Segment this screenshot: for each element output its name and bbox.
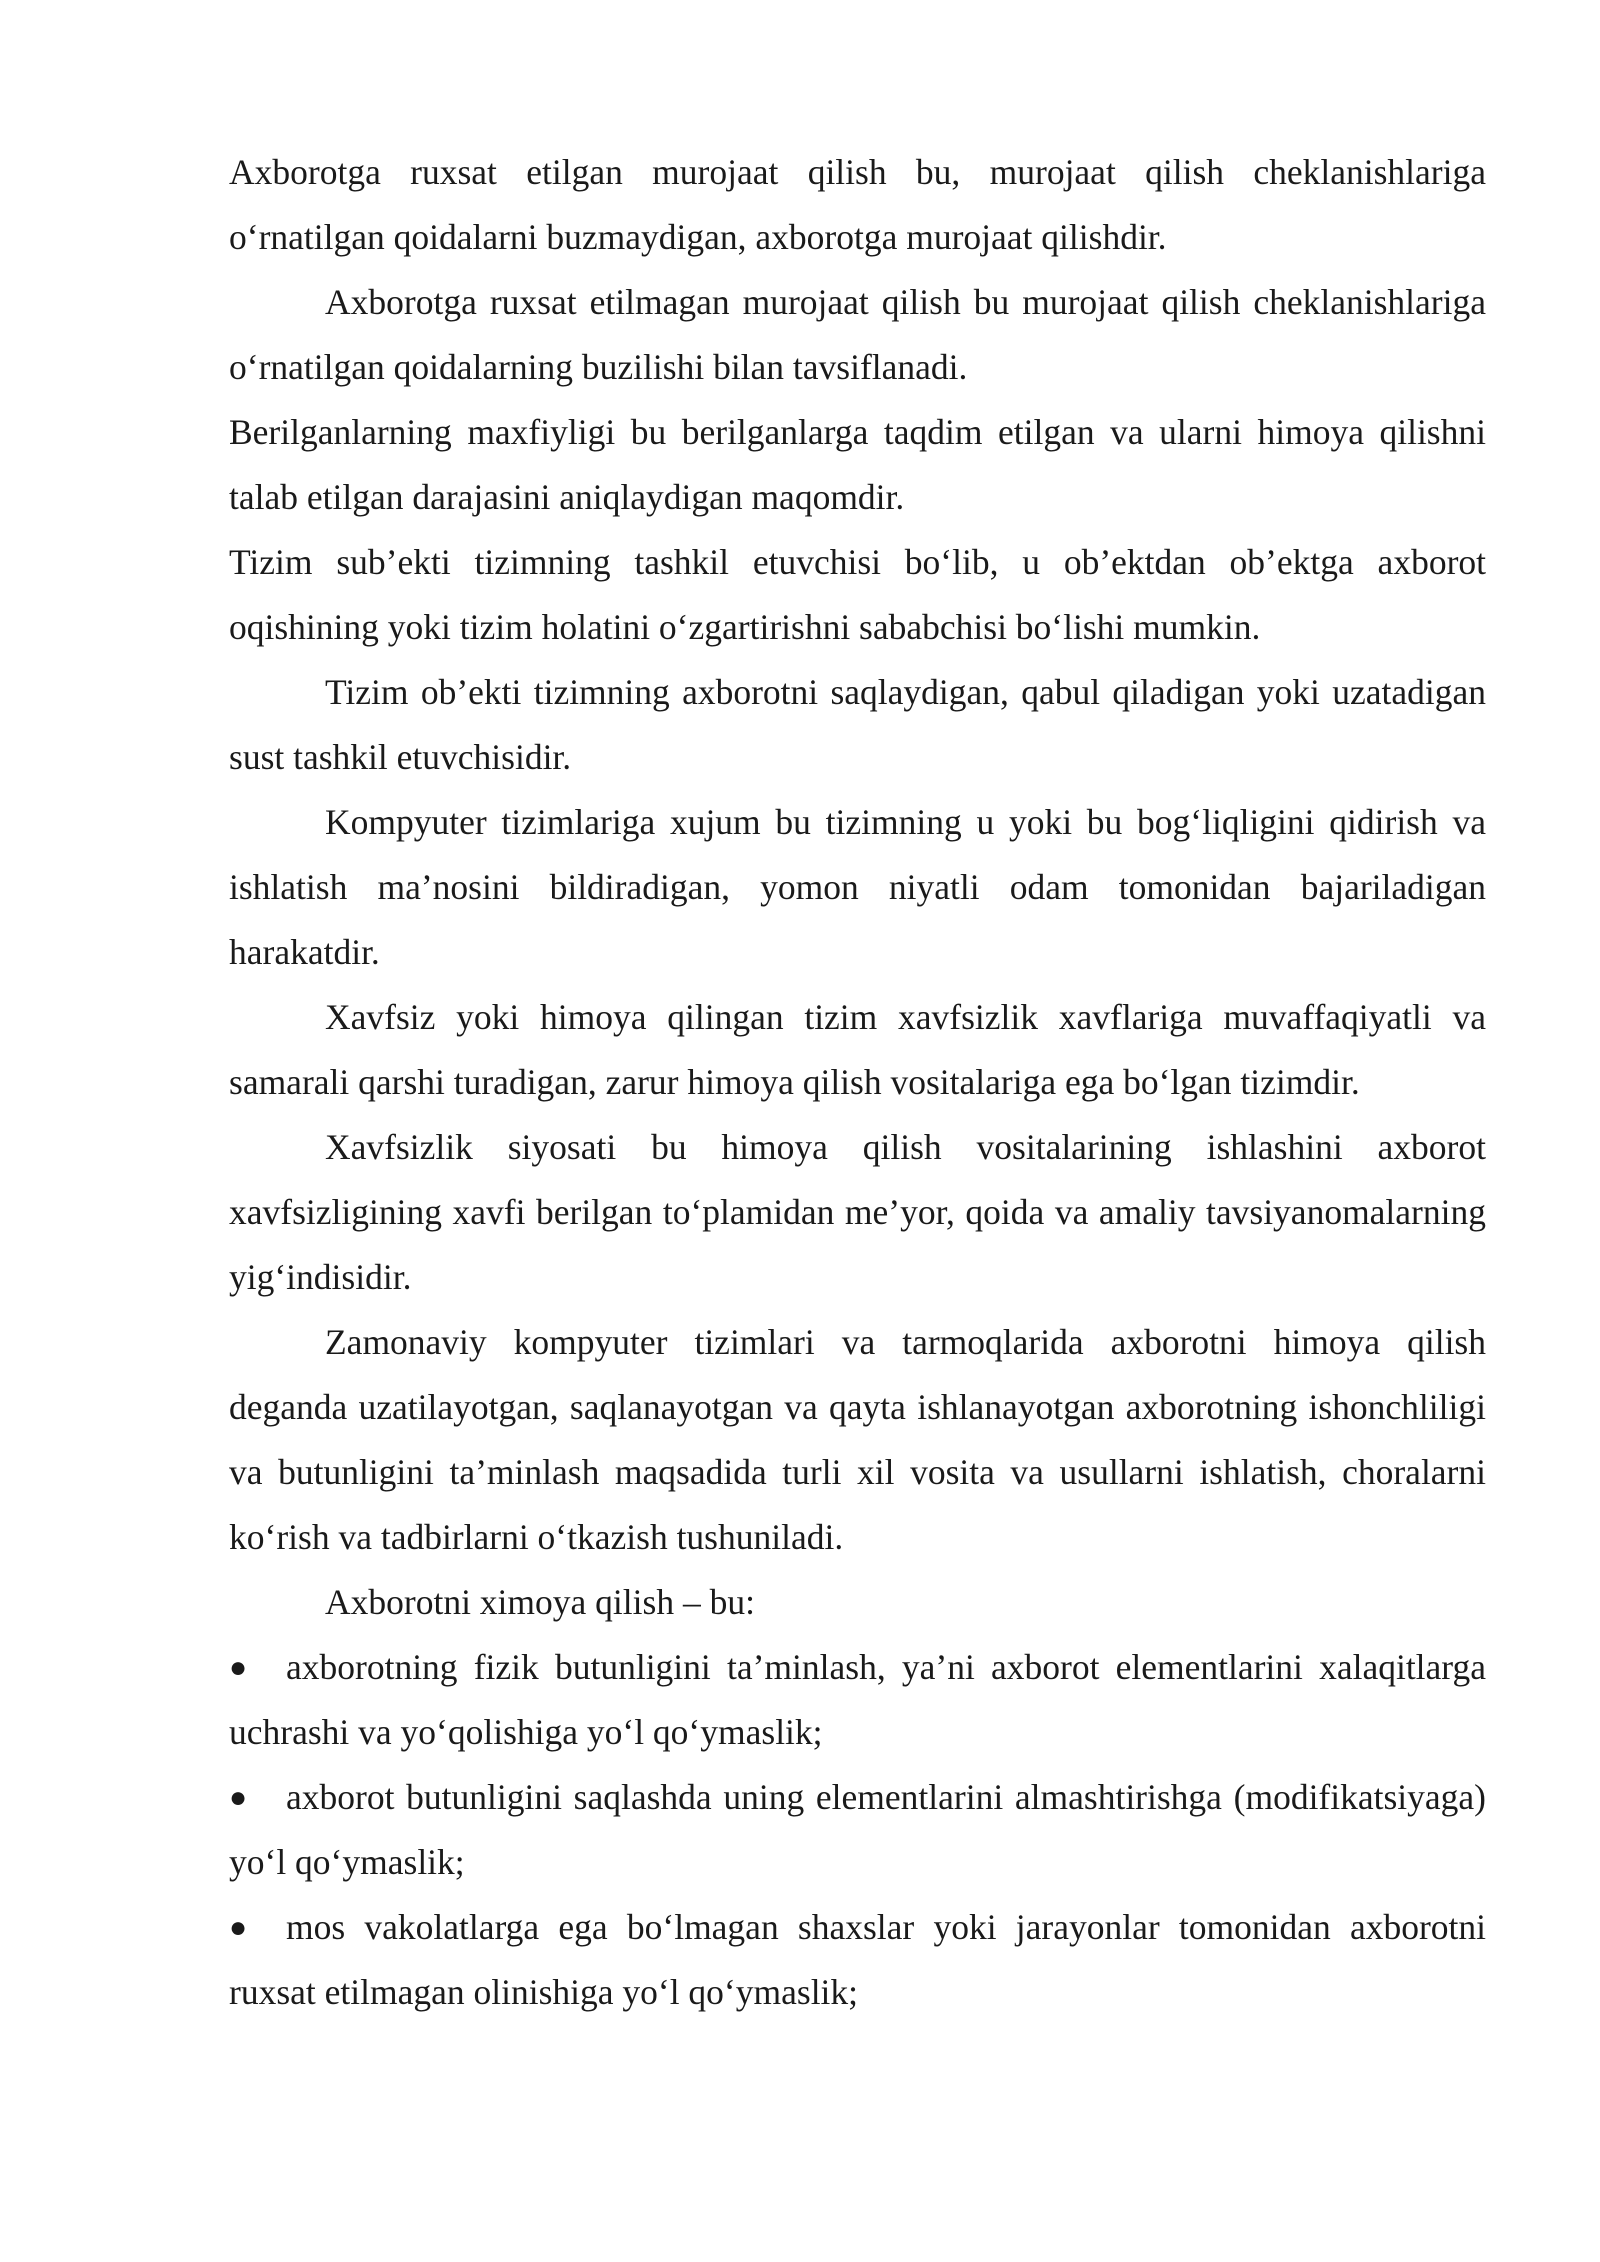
list-item-text: mos vakolatlarga ega boʻlmagan shaxslar yoki jarayonlar tomonidan axborotni ruxsat etilmagan olinishiga yoʻl qoʻymaslik;: [229, 1907, 1486, 2012]
paragraph-authorized-access: Axborotga ruxsat etilgan murojaat qilish bu, murojaat qilish cheklanishlariga oʻrnatilgan qoidalarni buzmaydigan, axborotga murojaat qilishdir.: [229, 152, 1486, 257]
paragraph-unauthorized-access: Axborotga ruxsat etilmagan murojaat qilish bu murojaat qilish cheklanishlariga oʻrnatilgan qoidalarning buzilishi bilan tavsiflanadi.: [229, 282, 1486, 387]
bullet-icon: ●: [229, 1781, 248, 1814]
paragraph-data-confidentiality: Berilganlarning maxfiyligi bu berilganlarga taqdim etilgan va ularni himoya qilishni talab etilgan darajasini aniqlaydigan maqomdir.: [229, 412, 1486, 517]
paragraph-information-protection: Zamonaviy kompyuter tizimlari va tarmoqlarida axborotni himoya qilish deganda uzatilayotgan, saqlanayotgan va qayta ishlanayotgan axborotning ishonchliligi va butunligini ta’minlash maqsadida turli xil vosita va usullarni ishlatish, choralarni koʻrish va tadbirlarni oʻtkazish tushuniladi.: [229, 1322, 1486, 1557]
list-item: [229, 1895, 1486, 2025]
paragraph-protection-intro: Axborotni ximoya qilish – bu:: [325, 1582, 755, 1622]
bullet-icon: ●: [229, 1911, 248, 1944]
paragraph-system-subject: Tizim sub’ekti tizimning tashkil etuvchisi boʻlib, u ob’ektdan ob’ektga axborot oqishining yoki tizim holatini oʻzgartirishni sababchisi boʻlishi mumkin.: [229, 542, 1486, 647]
paragraph-system-object: Tizim ob’ekti tizimning axborotni saqlaydigan, qabul qiladigan yoki uzatadigan sust tashkil etuvchisidir.: [229, 672, 1486, 777]
list-item-text: axborot butunligini saqlashda uning elementlarini almashtirishga (modifikatsiyaga) yoʻl qoʻymaslik;: [229, 1777, 1486, 1882]
paragraph-secure-system: Xavfsiz yoki himoya qilingan tizim xavfsizlik xavflariga muvaffaqiyatli va samarali qarshi turadigan, zarur himoya qilish vositalariga ega boʻlgan tizimdir.: [229, 997, 1486, 1102]
list-item: [229, 1635, 1486, 1765]
list-item: [229, 1765, 1486, 1895]
paragraph-computer-attack: Kompyuter tizimlariga xujum bu tizimning u yoki bu bogʻliqligini qidirish va ishlatish ma’nosini bildiradigan, yomon niyatli odam tomonidan bajariladigan harakatdir.: [229, 802, 1486, 972]
bullet-list: [229, 1635, 1486, 2025]
list-item-text: axborotning fizik butunligini ta’minlash, ya’ni axborot elementlarini xalaqitlarga uchrashi va yoʻqolishiga yoʻl qoʻymaslik;: [229, 1647, 1486, 1752]
paragraph-security-policy: Xavfsizlik siyosati bu himoya qilish vositalarining ishlashini axborot xavfsizligining xavfi berilgan toʻplamidan me’yor, qoida va amaliy tavsiyanomalarning yigʻindisidir.: [229, 1127, 1486, 1297]
bullet-icon: ●: [229, 1651, 248, 1684]
document-page: [229, 140, 1486, 2025]
